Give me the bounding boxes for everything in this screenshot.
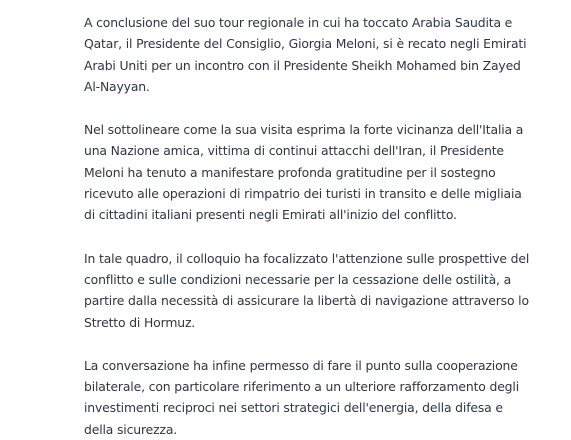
paragraph-line: una Nazione amica, vittima di continui attacchi dell'Iran, il Presidente <box>84 143 504 159</box>
paragraph-line: Stretto di Hormuz. <box>84 314 196 330</box>
paragraph-line: partire dalla necessità di assicurare la libertà di navigazione attraverso lo <box>84 293 529 309</box>
paragraph-line: della sicurezza. <box>84 421 178 437</box>
paragraph-line: ricevuto alle operazioni di rimpatrio dei turisti in transito e delle migliaia <box>84 186 522 202</box>
paragraph-line: Arabi Uniti per un incontro con il Presidente Sheikh Mohamed bin Zayed <box>84 57 521 73</box>
paragraph-line: di cittadini italiani presenti negli Emirati all'inizio del conflitto. <box>84 207 457 223</box>
paragraph-line: Al-Nayyan. <box>84 78 150 94</box>
article-paragraph <box>84 248 554 333</box>
paragraph-line: investimenti reciproci nei settori strategici dell'energia, della difesa e <box>84 400 503 416</box>
paragraph-line: La conversazione ha infine permesso di fare il punto sulla cooperazione <box>84 357 518 373</box>
paragraph-line: Nel sottolineare come la sua visita esprima la forte vicinanza dell'Italia a <box>84 122 524 138</box>
article-paragraph <box>84 355 554 440</box>
article-paragraph <box>84 12 554 97</box>
article-paragraph <box>84 119 554 225</box>
paragraph-line: In tale quadro, il colloquio ha focalizzato l'attenzione sulle prospettive del <box>84 250 530 266</box>
paragraph-line: A conclusione del suo tour regionale in cui ha toccato Arabia Saudita e <box>84 15 513 30</box>
paragraph-line: Qatar, il Presidente del Consiglio, Giorgia Meloni, si è recato negli Emirati <box>84 36 527 52</box>
article-body <box>84 12 554 440</box>
paragraph-line: Meloni ha tenuto a manifestare profonda gratitudine per il sostegno <box>84 164 496 180</box>
paragraph-line: bilaterale, con particolare riferimento a un ulteriore rafforzamento degli <box>84 379 519 395</box>
paragraph-line: conflitto e sulle condizioni necessarie per la cessazione delle ostilità, a <box>84 271 512 287</box>
